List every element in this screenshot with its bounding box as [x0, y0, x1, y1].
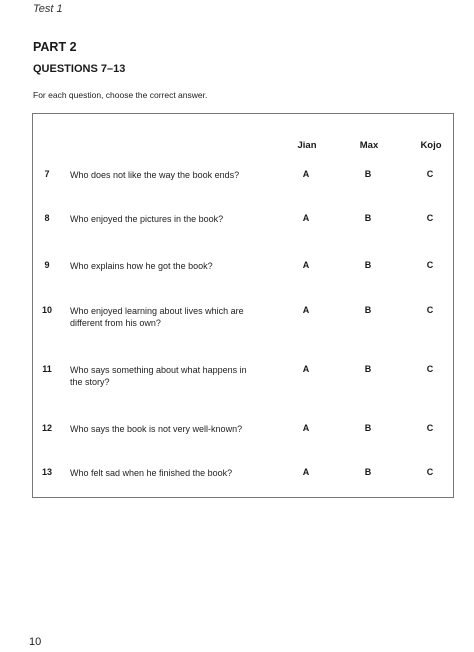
option-b-max[interactable]: B [364, 305, 372, 315]
option-b-max[interactable]: B [364, 260, 372, 270]
question-text [70, 213, 275, 225]
question-text [70, 169, 275, 181]
question-text [70, 364, 275, 388]
question-line-1: Who explains how he got the book? [70, 261, 213, 271]
option-a-jian[interactable]: A [302, 213, 310, 223]
question-number: 12 [41, 423, 52, 433]
part-title: PART 2 [33, 40, 77, 54]
option-a-jian[interactable]: A [302, 305, 310, 315]
option-a-jian[interactable]: A [302, 423, 310, 433]
column-header-jian: Jian [297, 140, 317, 151]
question-text [70, 260, 275, 272]
option-a-jian[interactable]: A [302, 260, 310, 270]
question-line-2: different from his own? [70, 318, 161, 328]
option-c-kojo[interactable]: C [426, 213, 434, 223]
option-c-kojo[interactable]: C [426, 169, 434, 179]
question-line-1: Who does not like the way the book ends? [70, 170, 240, 180]
option-a-jian[interactable]: A [302, 169, 310, 179]
option-a-jian[interactable]: A [302, 467, 310, 477]
test-label: Test 1 [33, 3, 63, 15]
question-text [70, 305, 275, 329]
question-line-1: Who enjoyed learning about lives which are [70, 306, 244, 316]
option-b-max[interactable]: B [364, 467, 372, 477]
question-line-1: Who felt sad when he finished the book? [70, 468, 233, 478]
question-line-1: Who enjoyed the pictures in the book? [70, 214, 224, 224]
option-b-max[interactable]: B [364, 364, 372, 374]
question-number: 7 [44, 169, 50, 179]
question-number: 13 [41, 467, 52, 477]
option-c-kojo[interactable]: C [426, 260, 434, 270]
option-b-max[interactable]: B [364, 423, 372, 433]
question-number: 9 [44, 260, 50, 270]
column-header-kojo: Kojo [420, 140, 442, 151]
question-text [70, 467, 275, 479]
question-text [70, 423, 275, 435]
instruction-text: For each question, choose the correct answer. [33, 90, 208, 100]
question-number: 8 [44, 213, 50, 223]
option-c-kojo[interactable]: C [426, 364, 434, 374]
option-c-kojo[interactable]: C [426, 305, 434, 315]
questions-title: QUESTIONS 7–13 [33, 63, 126, 75]
option-b-max[interactable]: B [364, 213, 372, 223]
question-number: 10 [41, 305, 52, 315]
option-c-kojo[interactable]: C [426, 423, 434, 433]
question-line-2: the story? [70, 377, 110, 387]
question-line-1: Who says something about what happens in [70, 365, 247, 375]
option-a-jian[interactable]: A [302, 364, 310, 374]
option-b-max[interactable]: B [364, 169, 372, 179]
question-line-1: Who says the book is not very well-known? [70, 424, 243, 434]
column-header-max: Max [359, 140, 379, 151]
option-c-kojo[interactable]: C [426, 467, 434, 477]
page-number: 10 [29, 636, 42, 648]
question-number: 11 [42, 364, 52, 374]
